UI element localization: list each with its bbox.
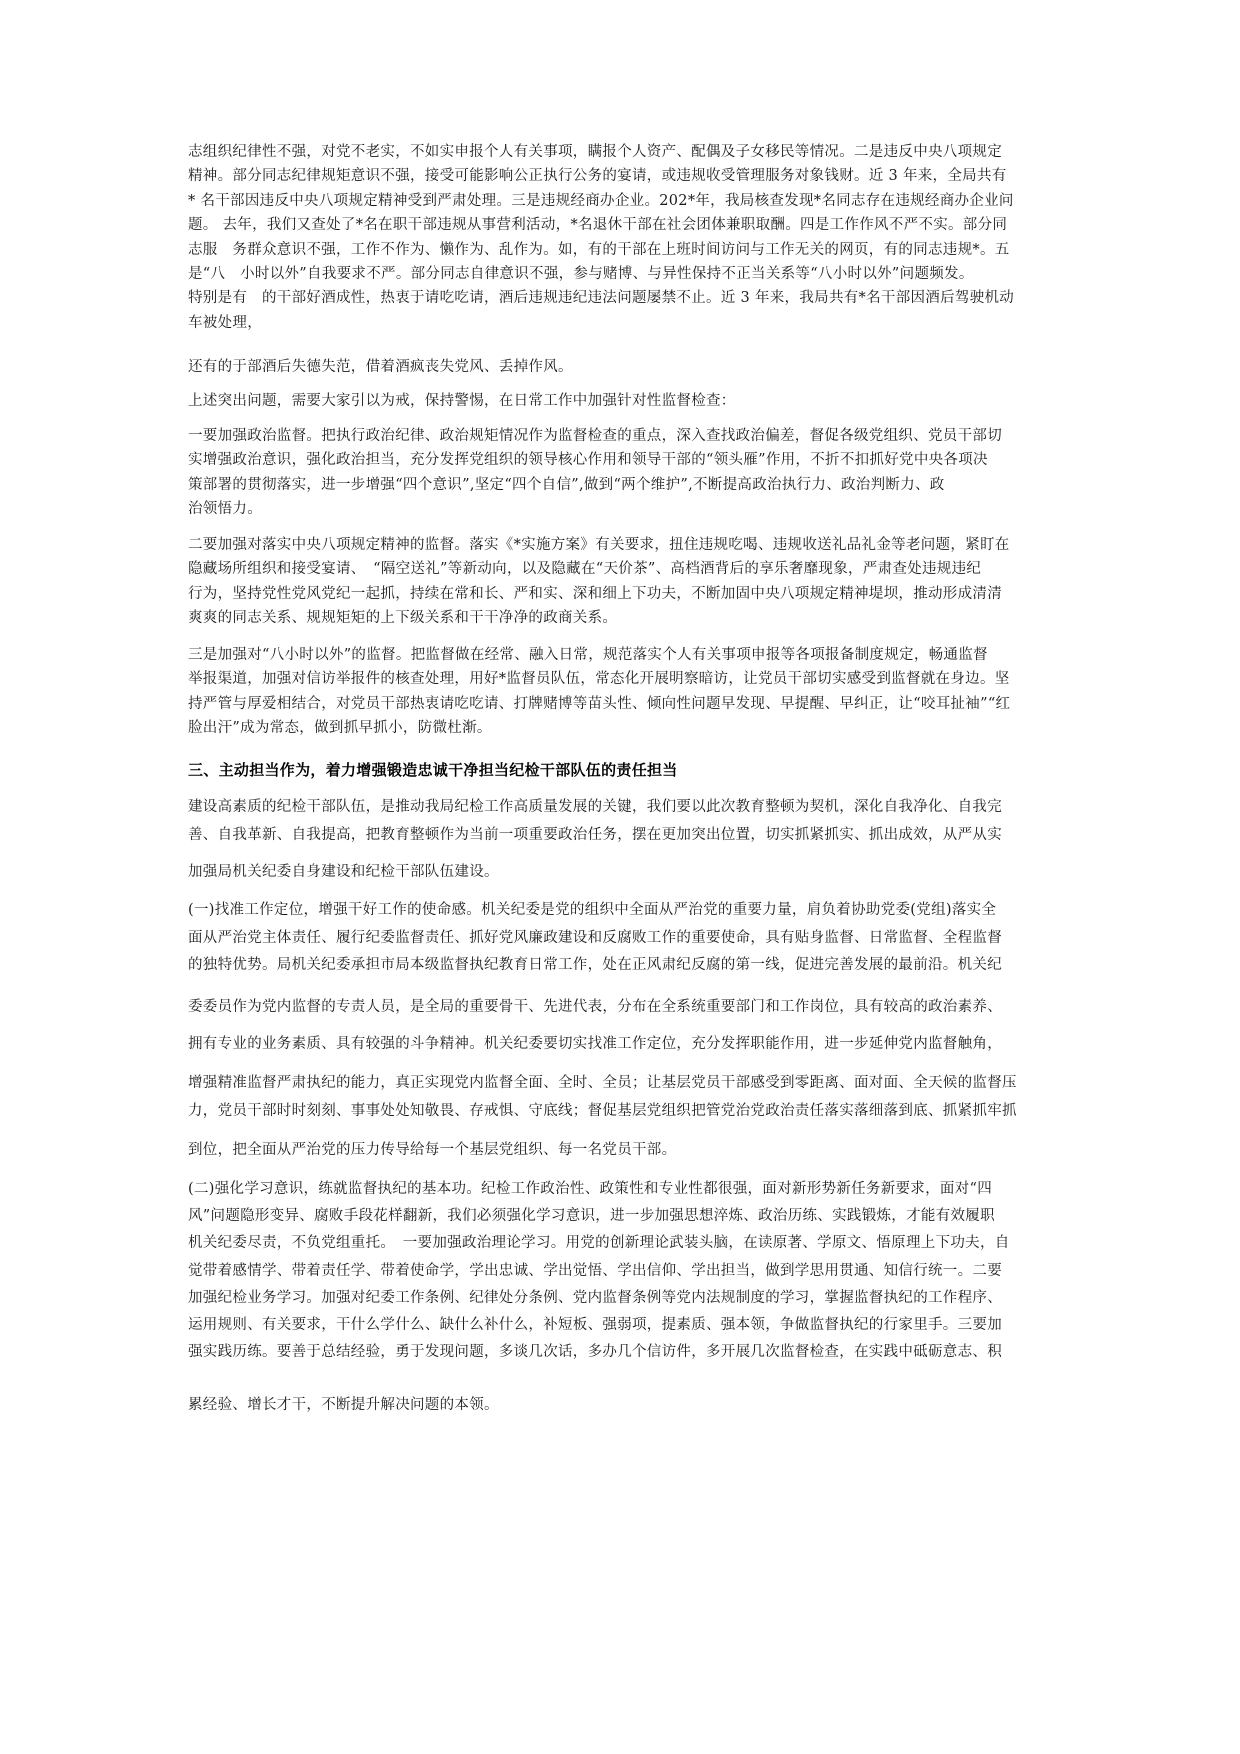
text-line: 加强纪检业务学习。加强对纪委工作条例、纪律处分条例、党内监督条例等党内法规制度的学习，掌握监督执纪的工作程序、 xyxy=(188,1289,1002,1306)
text-line: 增强精准监督严肃执纪的能力，真正实现党内监督全面、全时、全员；让基层党员干部感受到零距离、面对面、全天候的监督压 xyxy=(188,1075,1017,1091)
text-line: 拥有专业的业务素质、具有较强的斗争精神。机关纪委要切实找准工作定位，充分发挥职能作用，进一步延伸党内监督触角， xyxy=(188,1036,1002,1052)
text-line: 二要加强对落实中央八项规定精神的监督。落实《*实施方案》有关要求，扭住违规吃喝、违规收送礼品礼金等老问题，紧盯在 xyxy=(188,537,1010,553)
paragraph-team-building xyxy=(188,793,1058,849)
text-line: (二)强化学习意识，练就监督执纪的基本功。纪检工作政治性、政策性和专业性都很强，面对新形势新任务新要求，面对“四 xyxy=(188,1181,993,1197)
text-line: 上述突出问题，需要大家引以为戒，保持警惕，在日常工作中加强针对性监督检查： xyxy=(188,393,736,409)
text-line: 强实践历练。要善于总结经验，勇于发现问题，多谈几次话，多办几个信访件，多开展几次监督检查，在实践中砥砺意志、积 xyxy=(188,1344,1002,1361)
text-line: 隐藏场所组织和接受宴请、 “隔空送礼”等新动向，以及隐藏在“天价茶”、高档酒背后的享乐奢靡现象，严肃查处违规违纪 xyxy=(188,561,982,578)
paragraph-committee-members xyxy=(188,995,1058,1019)
text-line: 机关纪委尽责，不负党组重托。 一要加强政治理论学习。用党的创新理论武装头脑，在读原著、学原文、悟原理上下功夫，自 xyxy=(188,1235,1010,1252)
text-line: 面从严治党主体责任、履行纪委监督责任、抓好党风廉政建设和反腐败工作的重要使命，具有贴身监督、日常监督、全程监督 xyxy=(188,929,1002,946)
text-line: 精神。部分同志纪律规矩意识不强，接受可能影响公正执行公务的宴请，或违规收受管理服务对象钱财。近 3 年来，全局共有 xyxy=(188,168,1007,185)
text-line: * 名干部因违反中央八项规定精神受到严肃处理。三是违规经商办企业。202*年，我局核查发现*名同志存在违规经商办企业问 xyxy=(188,192,1014,209)
text-line: 行为，坚持党性党风党纪一起抓，持续在常和长、严和实、深和细上下功夫，不断加固中央八项规定精神堤坝，推动形成清清 xyxy=(188,585,1002,602)
text-line: 善、自我革新、自我提高，把教育整顿作为当前一项重要政治任务，摆在更加突出位置，切实抓紧抓实、抓出成效，从严从实 xyxy=(188,827,1002,843)
paragraph-team-building-end xyxy=(188,860,1058,884)
text-line: 累经验、增长才干，不断提升解决问题的本领。 xyxy=(188,1397,499,1413)
text-line: 三是加强对“八小时以外”的监督。把监督做在经常、融入日常，规范落实个人有关事项申报等各项报备制度规定，畅通监督 xyxy=(188,647,988,663)
paragraph-violations xyxy=(188,140,1058,335)
paragraph-precise-supervision xyxy=(188,1070,1058,1125)
text-line: 委委员作为党内监督的专责人员，是全局的重要骨干、先进代表，分布在全系统重要部门和工作岗位，具有较高的政治素养、 xyxy=(188,999,1002,1015)
text-line: 持严管与厚爱相结合，对党员干部热衷请吃吃请、打牌赌博等苗头性、倾向性问题早发现、早提醒、早纠正，让“咬耳扯袖”“红 xyxy=(188,695,1011,712)
text-line: 志服 务群众意识不强，工作不作为、懒作为、乱作为。如，有的干部在上班时间访问与工作无关的网页，有的同志违规*。五 xyxy=(188,241,1010,258)
paragraph-professional-quality xyxy=(188,1032,1058,1056)
paragraph-pressure-transmission xyxy=(188,1138,1058,1162)
paragraph-political-supervision xyxy=(188,424,1058,521)
text-line: 特别是有 的干部好酒成性，热衷于请吃吃请，酒后违规违纪违法问题屡禁不止。近 3 年来，我局共有*名干部因酒后驾驶机动 xyxy=(188,290,1015,307)
section-heading-three: 三、主动担当作为，着力增强锻造忠诚干净担当纪检干部队伍的责任担当 xyxy=(188,761,678,779)
text-line: 风”问题隐形变异、腐败手段花样翻新，我们必须强化学习意识，进一步加强思想淬炼、政治历练、实践锻炼，才能有效履职 xyxy=(188,1208,995,1225)
paragraph-eight-rules-supervision xyxy=(188,533,1058,630)
paragraph-after-hours-supervision xyxy=(188,643,1058,740)
text-line: 脸出汗”成为常态，做到抓早抓小，防微杜渐。 xyxy=(188,719,492,736)
text-line: 策部署的贯彻落实，进一步增强“四个意识”,坚定“四个自信”,做到“两个维护”,不断提高政治执行力、政治判断力、政 xyxy=(188,476,945,493)
paragraph-work-positioning xyxy=(188,897,1058,980)
text-line: 一要加强政治监督。把执行政治纪律、政治规矩情况作为监督检查的重点，深入查找政治偏差，督促各级党组织、党员干部切 xyxy=(188,428,1002,444)
text-line: 车被处理， xyxy=(188,314,262,331)
paragraph-drinking xyxy=(188,355,1058,379)
text-line: 力，党员干部时时刻刻、事事处处知敬畏、存戒惧、守底线；督促基层党组织把管党治党政治责任落实落细落到底、抓紧抓牢抓 xyxy=(188,1102,1017,1119)
text-line: 运用规则、有关要求，干什么学什么、缺什么补什么，补短板、强弱项，提素质、强本领，争做监督执纪的行家里手。三要加 xyxy=(188,1317,1002,1334)
text-line: 是“八 小时以外”自我要求不严。部分同志自律意识不强，参与赌博、与异性保持不正当关系等“八小时以外”问题频发。 xyxy=(188,266,974,283)
text-line: 举报渠道，加强对信访举报件的核查处理，用好*监督员队伍，常态化开展明察暗访，让党员干部切实感受到监督就在身边。坚 xyxy=(188,671,1010,688)
text-line: 志组织纪律性不强，对党不老实，不如实申报个人有关事项，瞒报个人资产、配偶及子女移民等情况。二是违反中央八项规定 xyxy=(188,144,1002,160)
text-line: 题。 去年，我们又查处了*名在职干部违规从事营利活动，*名退休干部在社会团体兼职取酬。四是工作作风不严不实。部分同 xyxy=(188,217,1008,234)
paragraph-learning-end xyxy=(188,1393,1058,1417)
text-line: 实增强政治意识，强化政治担当，充分发挥党组织的领导核心作用和领导干部的“领头雁”作用，不折不扣抓好党中央各项决 xyxy=(188,452,988,469)
text-line: (一)找准工作定位，增强干好工作的使命感。机关纪委是党的组织中全面从严治党的重要力量，肩负着协助党委(党组)落实全 xyxy=(188,902,997,918)
text-line: 加强局机关纪委自身建设和纪检干部队伍建设。 xyxy=(188,864,499,880)
text-line: 爽爽的同志关系、规规矩矩的上下级关系和干干净净的政商关系。 xyxy=(188,609,618,626)
text-line: 还有的于部酒后失德失范，借着酒疯丧失党风、丢掉作风。 xyxy=(188,359,573,375)
text-line: 治领悟力。 xyxy=(188,500,262,517)
text-line: 觉带着感情学、带着责任学、带着使命学，学出忠诚、学出觉悟、学出信仰、学出担当，做到学思用贯通、知信行统一。二要 xyxy=(188,1262,1002,1279)
paragraph-learning-awareness xyxy=(188,1176,1058,1366)
paragraph-warning xyxy=(188,389,1058,413)
text-line: 建设高素质的纪检干部队伍，是推动我局纪检工作高质量发展的关键，我们要以此次教育整顿为契机，深化自我净化、自我完 xyxy=(188,799,1002,815)
text-line: 的独特优势。局机关纪委承担市局本级监督执纪教育日常工作，处在正风肃纪反腐的第一线，促进完善发展的最前沿。机关纪 xyxy=(188,957,1002,973)
text-line: 到位，把全面从严治党的压力传导给每一个基层党组织、每一名党员干部。 xyxy=(188,1142,677,1158)
